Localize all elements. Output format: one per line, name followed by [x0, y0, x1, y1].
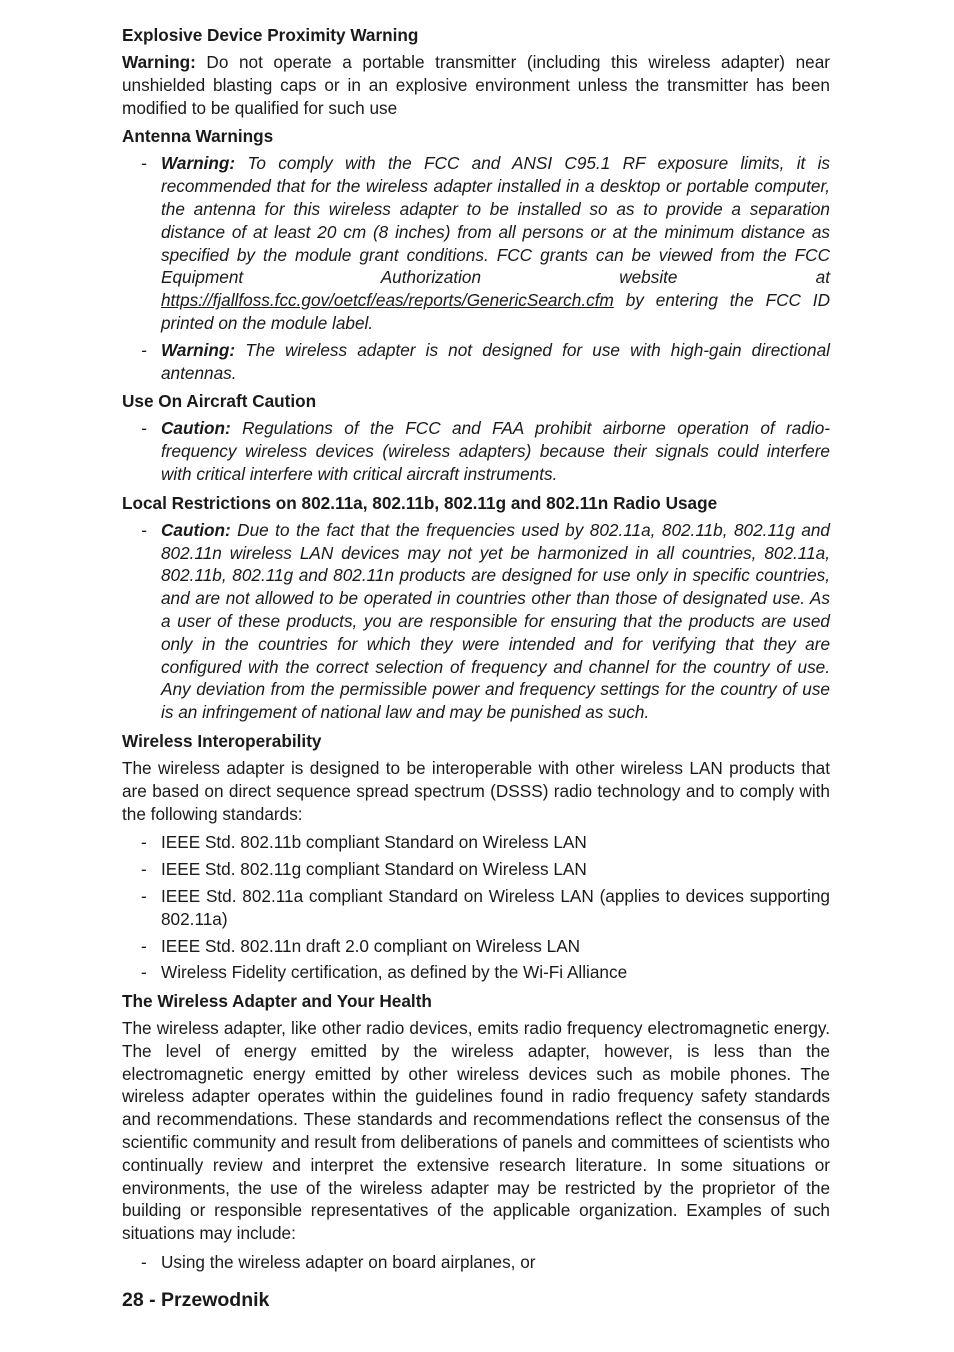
list-dash: - — [141, 962, 147, 983]
list-dash: - — [141, 418, 147, 439]
list-dash: - — [141, 859, 147, 880]
list-dash: - — [141, 153, 147, 174]
health-situations-list — [122, 1251, 830, 1274]
caution-text: Due to the fact that the frequencies used by 802.11a, 802.11b, 802.11g and 802.11n wireless LAN devices may not yet be harmonized in all countries, 802.11a, 802.11b, 802.11g and 802.11n products are designed for use only in specific countries, and are not allowed to be operated in countries other than those of designated use. As a user of these products, you are responsible for ensuring that the products are used only in the countries for which they were intended and for verifying that they are configured with the correct selection of frequency and channel for the country of use. Any deviation from the permissible power and frequency settings for the country of use is an infringement of national law and may be punished as such. — [161, 519, 830, 723]
warning-label: Warning: — [161, 153, 236, 174]
list-dash: - — [141, 1252, 147, 1273]
warning-label: Warning: — [122, 52, 196, 72]
heading-aircraft-caution: Use On Aircraft Caution — [122, 391, 317, 412]
paragraph-adapter-health: The wireless adapter, like other radio devices, emits radio frequency electromagnetic energy. The level of energy emitted by the wireless adapter, however, is less than the electromagnetic energy emitted by other wireless devices such as mobile phones. The wireless adapter operates within the guidelines found in radio frequency safety standards and recommendations. These standards and recommendations reflect the consensus of the scientific community and result from deliberations of panels and committees of scientists who continually review and interpret the extensive research literature. In some situations or environments, the use of the wireless adapter may be restricted by the proprietor of the building or responsible representatives of the applicable organization. Examples of such situations may include: — [122, 1018, 830, 1244]
heading-local-restrictions: Local Restrictions on 802.11a, 802.11b, 802.11g and 802.11n Radio Usage — [122, 492, 718, 513]
list-item — [122, 885, 830, 931]
heading-adapter-health: The Wireless Adapter and Your Health — [122, 991, 432, 1012]
list-item — [122, 961, 830, 984]
caution-label: Caution: — [161, 418, 231, 439]
warning-text: To comply with the FCC and ANSI C95.1 RF exposure limits, it is recommended that for the wireless adapter installed in a desktop or portable computer, the antenna for this wireless adapter to be installed so as to provide a separation distance of at least 20 cm (8 inches) from all persons or at the minimum distance as specified by the module grant conditions. FCC grants can be viewed from the FCC Equipment Authorization website at — [161, 153, 830, 288]
fcc-link[interactable]: https://fjallfoss.fcc.gov/oetcf/eas/reports/GenericSearch.cfm — [161, 290, 614, 311]
list-dash: - — [141, 935, 147, 956]
warning-text: Do not operate a portable transmitter (including this wireless adapter) near unshielded blasting caps or in an explosive environment unless the transmitter has been modified to be qualified for such use — [122, 52, 830, 118]
list-item — [122, 858, 830, 881]
paragraph-explosive-warning — [122, 51, 830, 119]
list-item-text: Using the wireless adapter on board airplanes, or — [161, 1252, 536, 1273]
list-dash: - — [141, 519, 147, 540]
list-dash: - — [141, 339, 147, 360]
list-item — [122, 417, 830, 485]
list-item — [122, 935, 830, 958]
heading-antenna-warnings: Antenna Warnings — [122, 126, 274, 147]
list-dash: - — [141, 832, 147, 853]
warning-label: Warning: — [161, 339, 236, 360]
paragraph-interoperability: The wireless adapter is designed to be interoperable with other wireless LAN products that are based on direct sequence spread spectrum (DSSS) radio technology and to comply with the following standards: — [122, 757, 830, 824]
list-item-text: IEEE Std. 802.11g compliant Standard on Wireless LAN — [161, 859, 587, 880]
caution-text: Regulations of the FCC and FAA prohibit airborne operation of radio-frequency wireless devices (wireless adapters) because their signals could interfere with critical interfere with critical aircraft instruments. — [161, 418, 830, 484]
standards-list — [122, 831, 830, 984]
list-item — [122, 339, 830, 385]
list-item-text: IEEE Std. 802.11b compliant Standard on Wireless LAN — [161, 832, 587, 853]
aircraft-caution-list — [122, 417, 830, 485]
list-item — [122, 831, 830, 854]
warning-text-tail: by entering the FCC ID printed on the module label. — [161, 290, 830, 333]
local-restrictions-list — [122, 519, 830, 724]
list-item-text: IEEE Std. 802.11a compliant Standard on Wireless LAN (applies to devices supporting 802.11a) — [161, 885, 830, 929]
document-page — [122, 24, 830, 1280]
warning-text: The wireless adapter is not designed for use with high-gain directional antennas. — [161, 339, 830, 383]
heading-explosive-warning: Explosive Device Proximity Warning — [122, 25, 419, 45]
page-footer: 28 - Przewodnik — [122, 1289, 270, 1311]
caution-label: Caution: — [161, 519, 231, 540]
list-item — [122, 1251, 830, 1274]
list-item-text: Wireless Fidelity certification, as defined by the Wi-Fi Alliance — [161, 962, 628, 983]
list-item-text: IEEE Std. 802.11n draft 2.0 compliant on Wireless LAN — [161, 935, 581, 956]
list-dash: - — [141, 885, 147, 906]
list-item — [122, 519, 830, 724]
heading-wireless-interoperability: Wireless Interoperability — [122, 730, 322, 751]
list-item — [122, 152, 830, 334]
antenna-warnings-list — [122, 152, 830, 384]
